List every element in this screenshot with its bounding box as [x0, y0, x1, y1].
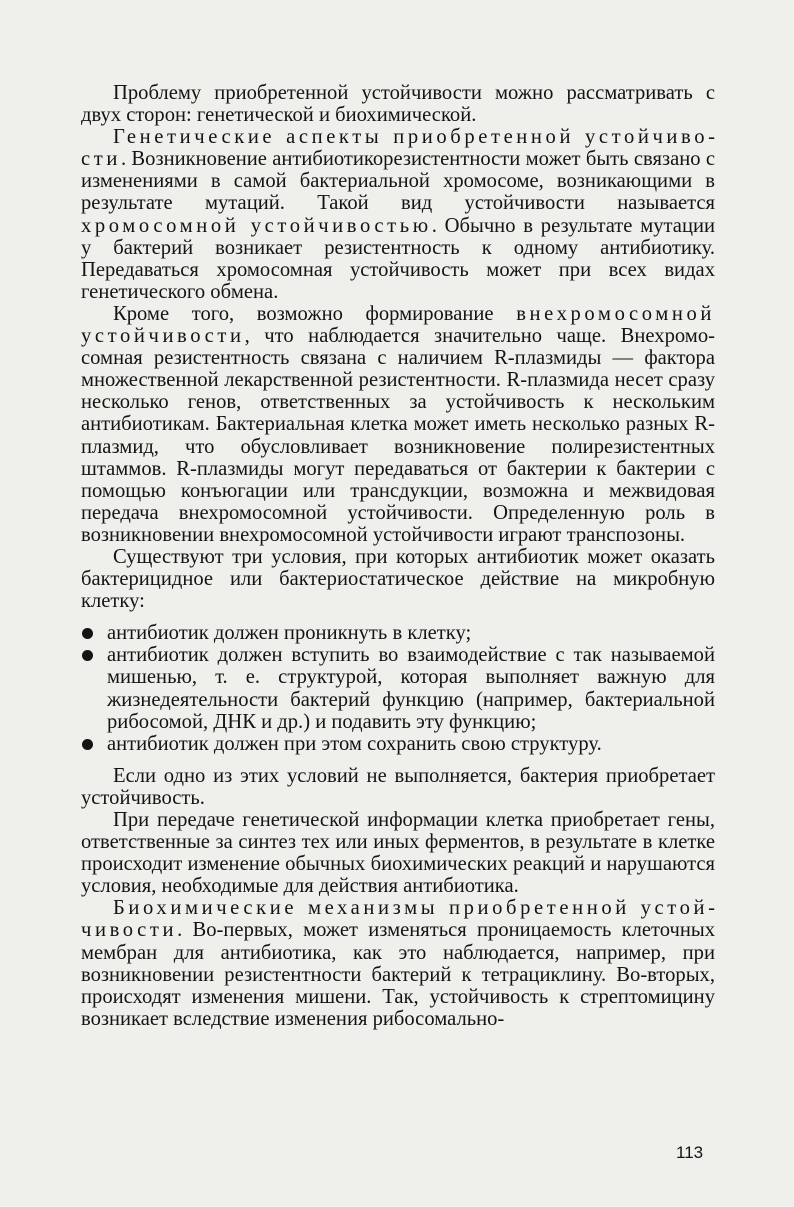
paragraph-text: . Возникновение антибиотикорезистентности может быть связано с изменениями в самой бактериальной хромосоме, возникающими в результате мутаций. Такой вид устойчивости называется [81, 148, 715, 215]
list-item-text: антибиотик должен при этом сохранить свою структуру. [107, 732, 602, 755]
paragraph-text: Кроме того, возможно формирование [113, 302, 517, 325]
paragraph-gene-transfer: При передаче генетической информации клетка приобретает гены, ответственные за синтез тех или иных ферментов, в результате в клетке происходит изменение обычных биохимических реакций и нарушаются условия, необходимые для действия антибиотика. [81, 809, 715, 898]
section-heading-biochemical: Биохимические механизмы приобретенной устойчивости [81, 897, 715, 942]
bullet-icon [82, 739, 93, 750]
page-body [81, 82, 715, 1030]
paragraph-extrachromosomal [81, 303, 715, 546]
paragraph-resistance: Если одно из этих условий не выполняется, бактерия приобретает устойчивость. [81, 764, 715, 809]
paragraph-intro: Проблему приобретенной устойчивости можно рассматривать с двух сторон: генетической и биохимической. [81, 82, 715, 127]
bullet-icon [82, 650, 93, 661]
term-chromosomal: хромосомной устойчивостью [81, 214, 432, 237]
bullet-icon [82, 628, 93, 639]
section-heading-genetic: Генетические аспекты приобретенной устойчивости [81, 126, 715, 171]
list-item-text: антибиотик должен проникнуть в клетку; [107, 622, 472, 645]
list-item-text: антибиотик должен вступить во взаимодействие с так называемой мишенью, т. е. структурой, которая выполняет важную для жизнедеятельности бактерий функцию (например, бактериальной рибосомой, ДНК и др.) и подавить эту функцию; [107, 644, 715, 733]
page-number: 113 [676, 1143, 704, 1162]
paragraph-text: . Обычно в результате мутации у бактерий возникает резистентность к одному антибиотику. Передаваться хромосомная устойчивость может при всех видах генетического обмена. [81, 214, 716, 303]
list-item [81, 733, 715, 755]
paragraph-text: , что наблюдается значительно чаще. Внехромосомная резистентность связана с наличием R-плазмиды — фактора множественной лекарственной резистентности. R-плазмида несет сразу несколько генов, ответственных за устойчивость к нескольким антибиотикам. Бактериальная клетка может иметь несколько разных R-плазмид, что обусловливает возникновение полирезистентных штаммов. R-плазмиды могут передаваться от бактерии к бактерии с помощью конъюгации или трансдукции, возможна и межвидовая передача внехромосомной устойчивости. Определенную роль в возникновении внехромосомной устойчивости играют транспозоны. [81, 325, 715, 546]
paragraph-biochemical [81, 897, 715, 1030]
conditions-list [81, 622, 715, 755]
paragraph-genetic-aspects [81, 126, 715, 303]
paragraph-conditions: Существуют три условия, при которых антибиотик может оказать бактерицидное или бактериостатическое действие на микробную клетку: [81, 545, 715, 613]
list-item [81, 644, 715, 732]
list-item [81, 622, 715, 644]
term-extrachromosomal: внехромосомной устойчивости [81, 302, 715, 348]
paragraph-text: . Во-первых, может изменяться проницаемость клеточных мембран для антибиотика, как это наблюдается, например, при возникновении резистентности бактерий к тетрациклину. Во-вторых, происходят изменения мишени. Так, устойчивость к стрептомицину возникает вследствие изменения рибосомально- [81, 919, 715, 1030]
